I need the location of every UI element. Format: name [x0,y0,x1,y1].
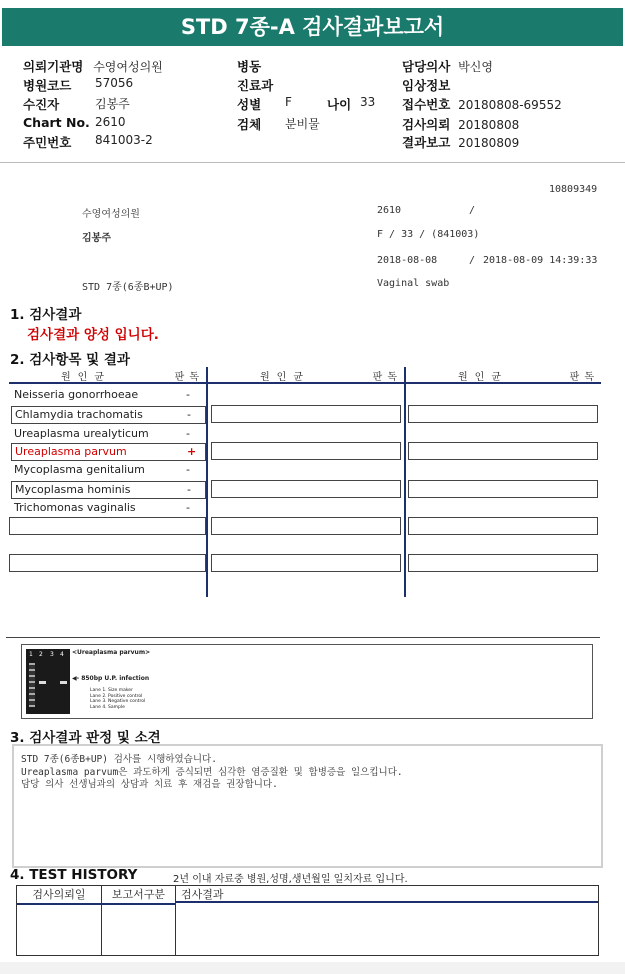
results-column-3 [406,367,601,597]
results-divider [6,637,600,638]
gel-legend [90,688,145,710]
accession-value: 20180808-69552 [458,98,562,112]
report-date-field [402,133,519,151]
col-pathogen-label: 원인균 [260,372,310,383]
empty-row [211,554,401,572]
summary-date-report: 2018-08-09 14:39:33 [483,255,598,266]
patient-field [23,95,130,113]
positive-result-text: 검사결과 양성 입니다. [27,327,159,343]
section2-title: 2. 검사항목 및 결과 [10,352,130,368]
patient-label: 수진자 [23,97,60,112]
clinical-field [402,76,450,94]
lane-number: 2 [39,651,43,658]
pathogen-result: - [187,483,191,496]
lane-number: 1 [29,651,33,658]
history-divider [101,886,102,955]
lane-number: 3 [50,651,54,658]
report-title: STD 7종-A 검사결과보고서 [2,8,623,46]
empty-row [211,405,401,423]
pathogen-name: Mycoplasma genitalium [14,463,145,476]
band [39,681,46,684]
pathogen-result: + [187,445,197,458]
pathogen-name: Mycoplasma hominis [15,483,131,496]
summary-id: 10809349 [549,184,598,195]
doctor-field [402,57,493,75]
request-field [402,115,519,133]
section4-title: 4. TEST HISTORY [10,867,138,883]
pathogen-name: Neisseria gonorrhoeae [14,388,139,401]
specimen-label: 검체 [237,117,262,132]
results-column-2 [208,367,404,597]
history-note: 2년 이내 자료중 병원,성명,생년월일 일치자료 입니다. [173,874,408,885]
ward-field [237,57,261,75]
lane-number: 4 [60,651,64,658]
dept-label: 진료과 [237,78,274,93]
rrn-label: 주민번호 [23,135,72,150]
result-row [11,462,204,478]
col-judgement-label: 판독 [372,372,402,383]
empty-row [408,405,598,423]
age-label: 나이 [327,97,352,112]
pathogen-result: - [186,501,190,514]
ward-label: 병동 [237,59,262,74]
result-row-positive [11,443,206,461]
empty-row [211,480,401,498]
age-value: 33 [360,95,376,109]
findings-box [12,744,603,868]
summary-specimen: Vaginal swab [377,278,450,289]
accession-field [402,95,562,113]
empty-row [408,554,598,572]
band [60,681,67,684]
specimen-value: 분비물 [285,117,320,131]
col-judgement-label: 판독 [174,372,204,383]
column-header [9,367,206,384]
column-header [208,367,404,384]
findings-line: 담당 의사 선생님과의 상담과 치료 후 재검을 권장합니다. [21,779,278,790]
col-pathogen-label: 원인균 [61,372,111,383]
history-col-report-type: 보고서구분 [102,886,176,905]
pathogen-name: Ureaplasma urealyticum [14,427,149,440]
result-row [11,481,206,499]
accession-label: 접수번호 [402,97,451,112]
result-row [11,500,204,516]
summary-test: STD 7종(6종B+UP) [82,282,174,293]
specimen-field [237,115,320,133]
hospital-code-field [23,76,134,94]
chart-field [23,115,126,130]
empty-row [408,517,598,535]
gel-legend-item: Lane 4. Sample [90,704,125,710]
doctor-value: 박신영 [458,60,493,74]
empty-row [211,442,401,460]
report-label: 결과보고 [402,135,451,150]
result-row [11,387,204,403]
history-divider [175,886,176,955]
hospital-label: 의뢰기관명 [23,59,84,74]
sex-field [237,95,292,113]
rrn-field [23,133,153,151]
summary-slash: / [469,205,476,216]
clinical-label: 임상정보 [402,78,451,93]
section3-title: 3. 검사결과 판정 및 소견 [10,730,161,746]
findings-line: Ureaplasma parvum은 과도하게 증식되면 심각한 염증질환 및 합병증을 일으킵니다. [21,767,403,778]
pathogen-result: - [187,408,191,421]
sex-label: 성별 [237,97,262,112]
history-col-result: 검사결과 [176,886,598,903]
hospital-value: 수영여성의원 [93,60,163,74]
pathogen-name: Ureaplasma parvum [15,445,127,458]
summary-chart: 2610 [377,205,402,216]
column-header [406,367,601,384]
summary-date-request: 2018-08-08 [377,255,438,266]
ladder-bands [29,663,35,707]
age-field [327,95,376,113]
history-table [16,885,599,956]
summary-hospital: 수영여성의원 [82,209,140,220]
empty-row [408,442,598,460]
results-column-1 [9,367,206,597]
request-label: 검사의뢰 [402,117,451,132]
empty-row [9,517,206,535]
chart-label: Chart No. [23,115,90,130]
findings-line: STD 7종(6종B+UP) 검사를 시행하였습니다. [21,754,217,765]
header-divider [0,162,625,163]
pathogen-name: Chlamydia trachomatis [15,408,143,421]
hospital-code-value: 57056 [95,76,134,90]
dept-field [237,76,273,94]
gel-legend-item: Lane 2. Positive control [90,693,143,699]
gel-legend-item: Lane 3. Negative control [90,699,146,704]
history-col-request-date: 검사의뢰일 [17,886,102,905]
pathogen-result: - [186,463,190,476]
gel-legend-item: Lane 1. Size maker [90,688,133,693]
gel-band-label: ◀- 850bp U.P. infection [72,675,150,682]
chart-value: 2610 [95,115,126,129]
empty-row [211,517,401,535]
results-table [9,367,601,597]
request-value: 20180808 [458,118,520,132]
result-row [11,406,206,424]
result-row [11,426,204,442]
sex-value: F [285,95,292,109]
gel-title: <Ureaplasma parvum> [72,649,151,656]
section1-title: 1. 검사결과 [10,307,82,323]
patient-value: 김봉주 [95,97,130,111]
rrn-value: 841003-2 [95,133,153,147]
summary-date-slash: / [469,255,476,266]
hospital-code-label: 병원코드 [23,78,72,93]
empty-row [408,480,598,498]
empty-row [9,554,206,572]
pathogen-name: Trichomonas vaginalis [14,501,136,514]
col-judgement-label: 판독 [569,372,599,383]
summary-sex-age: F / 33 / (841003) [377,229,480,240]
doctor-label: 담당의사 [402,59,451,74]
gel-electrophoresis-image [26,649,70,714]
gel-image-panel [21,644,593,719]
hospital-field [23,57,163,75]
summary-patient: 김봉주 [82,233,111,244]
pathogen-result: - [186,388,190,401]
pathogen-result: - [186,427,190,440]
report-value: 20180809 [458,136,520,150]
col-pathogen-label: 원인균 [458,372,508,383]
